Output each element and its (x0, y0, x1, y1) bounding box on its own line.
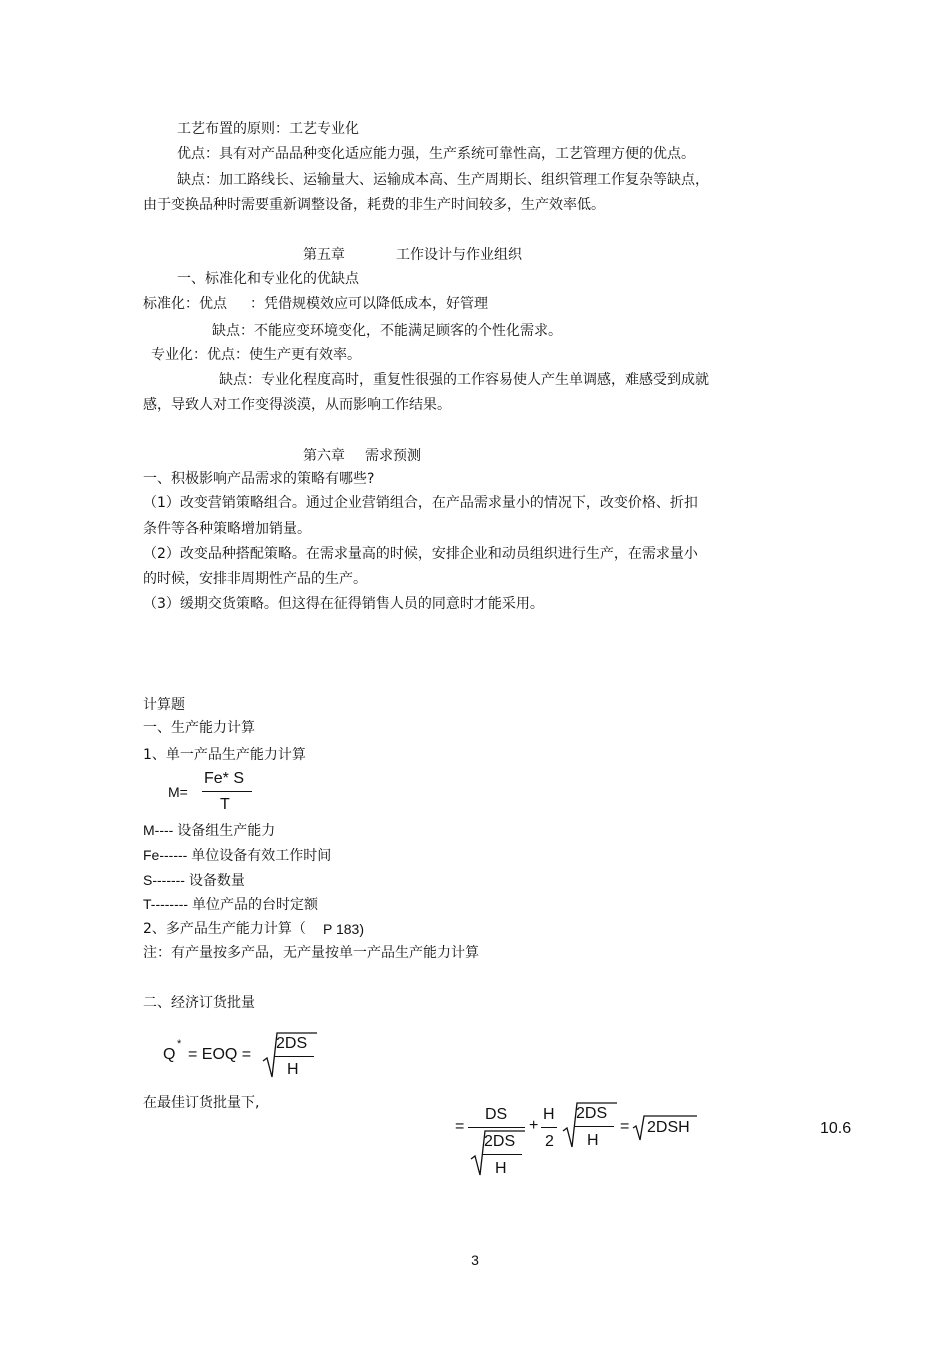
calc-sub2-page-ref: P 183) (323, 921, 364, 937)
formula-m-lhs: M= (168, 784, 188, 800)
chapter5-title: 工作设计与作业组织 (396, 247, 522, 263)
formula-cost-inner-numerator: 2DS (484, 1133, 516, 1150)
formula-m-denominator: T (220, 796, 230, 813)
under-optimal-text: 在最佳订货批量下, (143, 1095, 260, 1111)
calc-sub2: 2、多产品生产能力计算（ (143, 921, 306, 937)
standardization-head: 标准化：优点 (143, 296, 227, 312)
calc-sub1: 1、单一产品生产能力计算 (143, 747, 306, 763)
formula-m-fraction-bar (202, 791, 252, 792)
definition-fe: Fe------ 单位设备有效工作时间 (143, 847, 332, 863)
formula-cost-half-bar (541, 1127, 557, 1128)
specialization-disadvantage-1: 缺点：专业化程度高时，重复性很强的工作容易使人产生单调感，难感受到成就 (219, 372, 709, 388)
formula-cost-ds: DS (485, 1106, 508, 1123)
equation-number: 10.6 (820, 1120, 852, 1137)
formula-eoq-equals: = EOQ = (188, 1046, 252, 1063)
strategy-1-line-b: 条件等各种策略增加销量。 (143, 521, 311, 537)
definition-s: S------- 设备数量 (143, 872, 245, 888)
chapter5-section1: 一、标准化和专业化的优缺点 (177, 271, 359, 287)
formula-cost-rad-bar (574, 1126, 614, 1127)
chapter6-title: 需求预测 (365, 448, 421, 464)
advantages-line: 优点：具有对产品品种变化适应能力强，生产系统可靠性高，工艺管理方便的优点。 (177, 146, 695, 162)
formula-cost-plus: + (529, 1117, 539, 1134)
strategy-2-line-b: 的时候，安排非周期性产品的生产。 (143, 571, 367, 587)
formula-cost-two: 2 (545, 1133, 554, 1150)
chapter6-number: 第六章 (303, 448, 345, 464)
principle-line: 工艺布置的原则：工艺专业化 (177, 121, 359, 137)
formula-cost-equals: = (455, 1118, 465, 1135)
chapter5-number: 第五章 (303, 247, 345, 263)
strategy-3-line: （3）缓期交货策略。但这得在征得销售人员的同意时才能采用。 (143, 596, 544, 612)
formula-cost-equals-2: = (620, 1118, 630, 1135)
standardization-disadvantage: 缺点：不能应变环境变化，不能满足顾客的个性化需求。 (212, 323, 562, 339)
formula-cost-rad-numerator: 2DS (576, 1105, 608, 1122)
standardization-advantage: ：凭借规模效应可以降低成本，好管理 (250, 296, 488, 312)
specialization-disadvantage-2: 感，导致人对工作变得淡漠，从而影响工作结果。 (143, 397, 451, 413)
page-number: 3 (471, 1252, 479, 1268)
disadvantages-line-2: 由于变换品种时需要重新调整设备，耗费的非生产时间较多，生产效率低。 (143, 197, 605, 213)
formula-cost-inner-denominator: H (495, 1160, 507, 1177)
disadvantages-line-1: 缺点：加工路线长、运输量大、运输成本高、生产周期长、组织管理工作复杂等缺点， (177, 172, 709, 188)
formula-m-numerator: Fe* S (204, 770, 245, 787)
formula-cost-rad-denominator: H (587, 1132, 599, 1149)
definition-t: T-------- 单位产品的台时定额 (143, 896, 318, 912)
formula-cost-main-bar (468, 1127, 525, 1128)
formula-cost-h: H (543, 1106, 555, 1123)
specialization-advantage: 专业化：优点：使生产更有效率。 (151, 347, 361, 363)
calc-section2: 二、经济订货批量 (143, 995, 255, 1011)
formula-eoq-q: Q (163, 1046, 176, 1063)
calc-note: 注：有产量按多产品，无产量按单一产品生产能力计算 (143, 945, 479, 961)
strategy-2-line-a: （2）改变品种搭配策略。在需求量高的时候，安排企业和动员组织进行生产，在需求量小 (143, 546, 698, 562)
formula-eoq-star: * (177, 1038, 182, 1050)
chapter6-question: 一、积极影响产品需求的策略有哪些? (143, 471, 375, 487)
formula-eoq-fraction-bar (274, 1056, 314, 1057)
formula-cost-inner-bar (482, 1154, 522, 1155)
formula-eoq-denominator: H (287, 1061, 299, 1078)
definition-m: M---- 设备组生产能力 (143, 822, 276, 838)
calc-title: 计算题 (143, 697, 185, 713)
strategy-1-line-a: （1）改变营销策略组合。通过企业营销组合，在产品需求量小的情况下，改变价格、折扣 (143, 495, 698, 511)
formula-eoq-numerator: 2DS (276, 1035, 308, 1052)
calc-section1: 一、生产能力计算 (143, 720, 255, 736)
formula-cost-result: 2DSH (647, 1119, 690, 1136)
